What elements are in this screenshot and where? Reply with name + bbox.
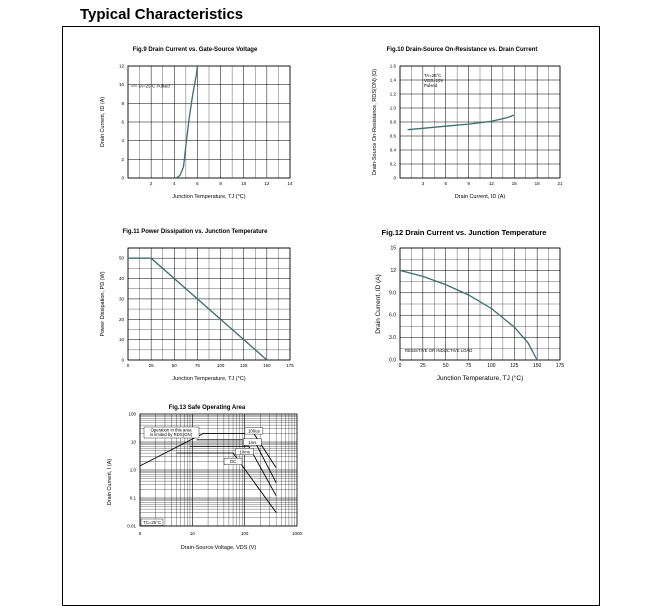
x-tick-label: 6 bbox=[196, 181, 199, 186]
annotation: TA=25°C bbox=[424, 73, 442, 78]
y-tick-label: 10 bbox=[130, 439, 136, 445]
x-tick-label: 12 bbox=[264, 181, 270, 186]
chart-title: Fig.12 Drain Current vs. Junction Temperature bbox=[381, 228, 547, 237]
chart-title: Fig.9 Drain Current vs. Gate-Source Voltage bbox=[132, 47, 258, 53]
y-axis-label: Drain-Source On-Resistance, RDS(ON) (Ω) bbox=[372, 68, 378, 176]
x-tick-label: 12 bbox=[488, 181, 494, 186]
page-title: Typical Characteristics bbox=[80, 6, 244, 23]
x-tick-label: 100 bbox=[216, 363, 225, 368]
y-tick-label: 0 bbox=[121, 175, 124, 181]
x-axis-label: Drain Current, ID (A) bbox=[454, 194, 506, 200]
y-tick-label: 1.2 bbox=[389, 91, 396, 97]
annotation: TA=25°C Pulsed bbox=[138, 83, 170, 89]
x-tick-label: 10 bbox=[189, 531, 195, 536]
annotation: Pulsed bbox=[424, 83, 438, 88]
annotation: 1ms bbox=[248, 439, 257, 445]
y-tick-label: 1.6 bbox=[389, 63, 396, 69]
y-tick-label: 0.4 bbox=[389, 147, 396, 153]
x-tick-label: 8 bbox=[219, 181, 222, 186]
y-tick-label: 0.8 bbox=[389, 119, 396, 125]
chart-fig9 bbox=[95, 44, 310, 214]
y-tick-label: 0.6 bbox=[389, 133, 396, 139]
y-tick-label: 40 bbox=[118, 276, 124, 282]
x-tick-label: 10 bbox=[241, 181, 247, 186]
annotation: is limited by RDS(ON) bbox=[149, 432, 193, 437]
chart-title: Fig.13 Safe Operating Area bbox=[168, 405, 246, 411]
annotation: DC bbox=[229, 459, 237, 465]
y-tick-label: 6 bbox=[121, 119, 124, 125]
y-tick-label: 0 bbox=[121, 357, 124, 363]
y-tick-label: 10 bbox=[118, 82, 124, 88]
x-axis-label: Drain-Source Voltage, VDS (V) bbox=[180, 545, 257, 551]
x-tick-label: 21 bbox=[557, 181, 563, 186]
y-tick-label: 50 bbox=[118, 255, 124, 261]
x-tick-label: 9 bbox=[467, 181, 470, 186]
y-tick-label: 1.0 bbox=[129, 467, 136, 473]
chart-fig10 bbox=[362, 44, 577, 214]
x-tick-label: 175 bbox=[286, 363, 294, 368]
x-tick-label: 25 bbox=[148, 363, 154, 368]
annotation: 10ms bbox=[239, 449, 250, 455]
y-tick-label: 30 bbox=[118, 296, 124, 302]
y-tick-label: 0.2 bbox=[389, 161, 396, 167]
chart-fig13 bbox=[95, 402, 310, 567]
x-tick-label: 125 bbox=[510, 363, 519, 369]
annotation: Operation in this area bbox=[150, 427, 192, 433]
chart-title: Fig.11 Power Dissipation vs. Junction Temperature bbox=[122, 229, 268, 235]
x-tick-label: 6 bbox=[444, 181, 447, 186]
chart-title: Fig.10 Drain-Source On-Resistance vs. Drain Current bbox=[386, 47, 538, 53]
x-tick-label: 14 bbox=[287, 181, 293, 186]
y-axis-label: Drain Current, ID (A) bbox=[375, 274, 382, 334]
x-tick-label: 2 bbox=[149, 181, 153, 186]
x-tick-label: 75 bbox=[194, 363, 200, 368]
x-axis-label: Junction Temperature, TJ (°C) bbox=[172, 376, 246, 382]
x-tick-label: 0 bbox=[138, 531, 142, 536]
annotation: VGS=10V bbox=[424, 78, 444, 83]
annotation: TC=25°C bbox=[143, 520, 161, 525]
y-tick-label: 9.0 bbox=[389, 290, 396, 297]
y-tick-label: 3.0 bbox=[389, 335, 396, 342]
x-tick-label: 18 bbox=[534, 181, 540, 186]
y-tick-label: 0 bbox=[393, 175, 396, 181]
y-tick-label: 12 bbox=[118, 63, 124, 69]
y-tick-label: 20 bbox=[118, 316, 124, 322]
chart-fig12 bbox=[362, 226, 577, 396]
y-tick-label: 0.1 bbox=[129, 495, 136, 501]
y-tick-label: 12 bbox=[390, 267, 396, 274]
x-tick-label: 1000 bbox=[291, 531, 303, 536]
x-tick-label: 25 bbox=[420, 363, 426, 369]
y-tick-label: 0.0 bbox=[389, 357, 396, 364]
chart-fig11 bbox=[95, 226, 310, 396]
y-tick-label: 100 bbox=[128, 411, 136, 417]
y-tick-label: 4 bbox=[121, 138, 124, 144]
y-tick-label: 10 bbox=[118, 337, 124, 343]
x-tick-label: 125 bbox=[239, 363, 248, 368]
x-tick-label: 0 bbox=[126, 363, 130, 368]
x-tick-label: 100 bbox=[487, 363, 496, 369]
y-tick-label: 0.01 bbox=[127, 523, 136, 529]
x-tick-label: 50 bbox=[442, 363, 449, 369]
annotation: RESISTIVE OR INDUCTIVE LOAD bbox=[405, 348, 473, 353]
x-tick-label: 4 bbox=[173, 181, 176, 186]
y-tick-label: 8 bbox=[121, 100, 124, 106]
x-axis-label: Junction Temperature, TJ (°C) bbox=[172, 194, 246, 200]
y-axis-label: Drain Current, ID (A) bbox=[100, 96, 106, 148]
x-tick-label: 0 bbox=[398, 363, 402, 369]
y-axis-label: Power Dissipation, PD (W) bbox=[100, 271, 106, 337]
y-tick-label: 15 bbox=[390, 245, 396, 252]
series-line bbox=[408, 115, 515, 130]
x-tick-label: 50 bbox=[171, 363, 177, 368]
y-axis-label: Drain Current, I (A) bbox=[107, 458, 113, 506]
x-tick-label: 100 bbox=[240, 531, 249, 536]
x-tick-label: 75 bbox=[465, 363, 472, 369]
y-tick-label: 1.4 bbox=[389, 77, 396, 83]
x-tick-label: 175 bbox=[555, 363, 565, 369]
x-tick-label: 3 bbox=[421, 181, 425, 186]
y-tick-label: 6.0 bbox=[389, 312, 396, 319]
y-tick-label: 1.0 bbox=[389, 105, 396, 111]
x-tick-label: 150 bbox=[263, 363, 271, 368]
x-axis-label: Junction Temperature, TJ (°C) bbox=[436, 375, 524, 382]
annotation: 100us bbox=[248, 428, 260, 434]
y-tick-label: 2 bbox=[121, 156, 124, 162]
x-tick-label: 150 bbox=[532, 363, 542, 369]
x-tick-label: 15 bbox=[511, 181, 517, 186]
